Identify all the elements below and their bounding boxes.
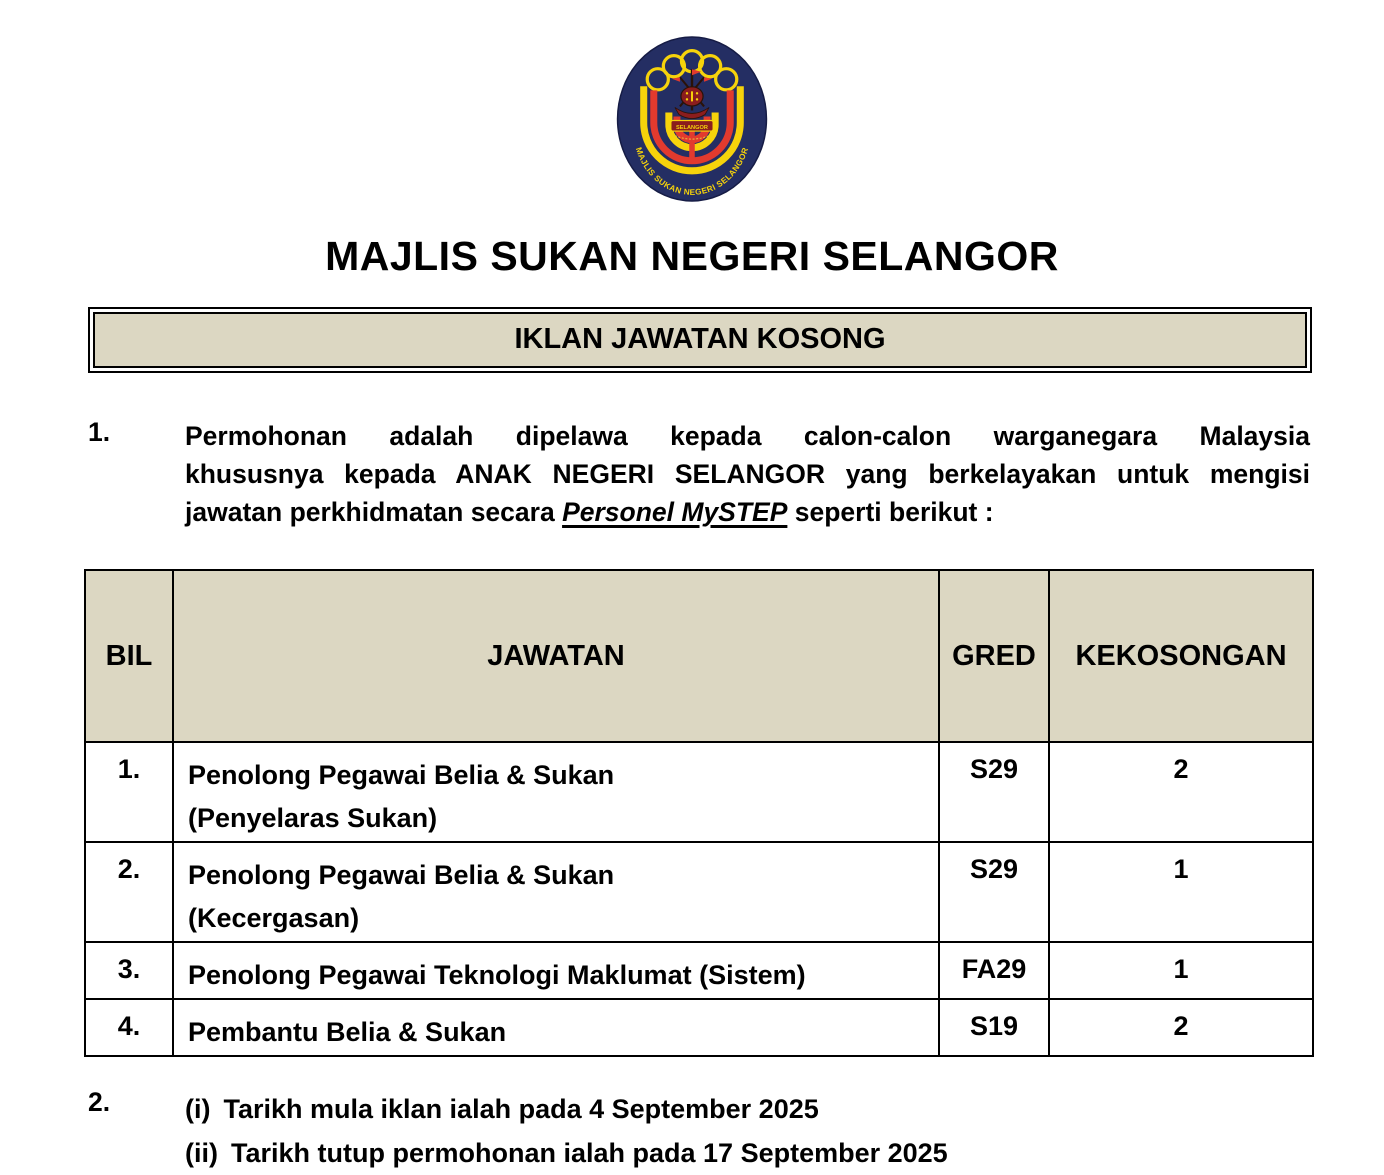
cell-kekosongan: 2 bbox=[1049, 999, 1313, 1056]
cell-gred: S29 bbox=[939, 742, 1049, 842]
vacancy-banner-box bbox=[88, 307, 1312, 373]
cell-bil: 3. bbox=[85, 942, 173, 999]
vacancy-banner-text: IKLAN JAWATAN KOSONG bbox=[93, 312, 1307, 368]
table-row bbox=[85, 842, 1313, 942]
jawatan-title: Penolong Pegawai Belia & Sukan bbox=[188, 860, 615, 890]
table-row bbox=[85, 742, 1313, 842]
header-kekosongan: KEKOSONGAN bbox=[1049, 570, 1313, 742]
date-line-close bbox=[185, 1131, 1310, 1175]
cell-bil: 1. bbox=[85, 742, 173, 842]
date-marker-ii: (ii) bbox=[185, 1138, 218, 1168]
cell-jawatan bbox=[173, 742, 939, 842]
personel-mystep-emphasis: Personel MySTEP bbox=[562, 497, 788, 527]
intro-line-3-prefix: jawatan perkhidmatan secara bbox=[185, 497, 563, 527]
intro-text bbox=[185, 417, 1310, 531]
intro-line-3-suffix: seperti berikut : bbox=[787, 497, 994, 527]
jawatan-title: Penolong Pegawai Belia & Sukan bbox=[188, 760, 615, 790]
crest-banner-text: SELANGOR bbox=[676, 124, 708, 131]
cell-gred: S29 bbox=[939, 842, 1049, 942]
cell-gred: S19 bbox=[939, 999, 1049, 1056]
intro-paragraph bbox=[88, 417, 1310, 531]
date-start-text: Tarikh mula iklan ialah pada 4 September 2025 bbox=[223, 1094, 819, 1124]
dates-paragraph bbox=[88, 1087, 1310, 1175]
header-jawatan: JAWATAN bbox=[173, 570, 939, 742]
jawatan-title: Penolong Pegawai Teknologi Maklumat (Sistem) bbox=[188, 960, 806, 990]
logo-oval bbox=[618, 37, 767, 201]
msn-selangor-logo-icon bbox=[616, 36, 768, 202]
date-marker-i: (i) bbox=[185, 1094, 211, 1124]
intro-line-1: Permohonan adalah dipelawa kepada calon-calon warganegara Malaysia bbox=[185, 421, 1310, 451]
jawatan-title: Pembantu Belia & Sukan bbox=[188, 1017, 507, 1047]
cell-kekosongan: 1 bbox=[1049, 942, 1313, 999]
date-line-start bbox=[185, 1087, 1310, 1131]
table-row bbox=[85, 942, 1313, 999]
intro-line-3 bbox=[185, 493, 1310, 531]
cell-jawatan bbox=[173, 842, 939, 942]
cell-jawatan bbox=[173, 942, 939, 999]
intro-line-2: khususnya kepada ANAK NEGERI SELANGOR yang berkelayakan untuk mengisi bbox=[185, 459, 1310, 489]
table-row bbox=[85, 999, 1313, 1056]
cell-bil: 2. bbox=[85, 842, 173, 942]
jawatan-subtitle: (Kecergasan) bbox=[188, 903, 360, 933]
dates-number: 2. bbox=[88, 1087, 111, 1117]
date-close-text: Tarikh tutup permohonan ialah pada 17 September 2025 bbox=[231, 1138, 948, 1168]
cell-kekosongan: 2 bbox=[1049, 742, 1313, 842]
cell-kekosongan: 1 bbox=[1049, 842, 1313, 942]
table-header-row bbox=[85, 570, 1313, 742]
vacancy-table bbox=[84, 569, 1314, 1057]
jawatan-subtitle: (Penyelaras Sukan) bbox=[188, 803, 438, 833]
logo-container bbox=[0, 0, 1384, 207]
cell-jawatan bbox=[173, 999, 939, 1056]
intro-number: 1. bbox=[88, 417, 111, 447]
header-bil: BIL bbox=[85, 570, 173, 742]
page-title: MAJLIS SUKAN NEGERI SELANGOR bbox=[325, 233, 1059, 279]
cell-bil: 4. bbox=[85, 999, 173, 1056]
logo-arc-text: MAJLIS SUKAN NEGERI SELANGOR bbox=[633, 146, 751, 197]
cell-gred: FA29 bbox=[939, 942, 1049, 999]
header-gred: GRED bbox=[939, 570, 1049, 742]
dates-text bbox=[185, 1087, 1310, 1175]
